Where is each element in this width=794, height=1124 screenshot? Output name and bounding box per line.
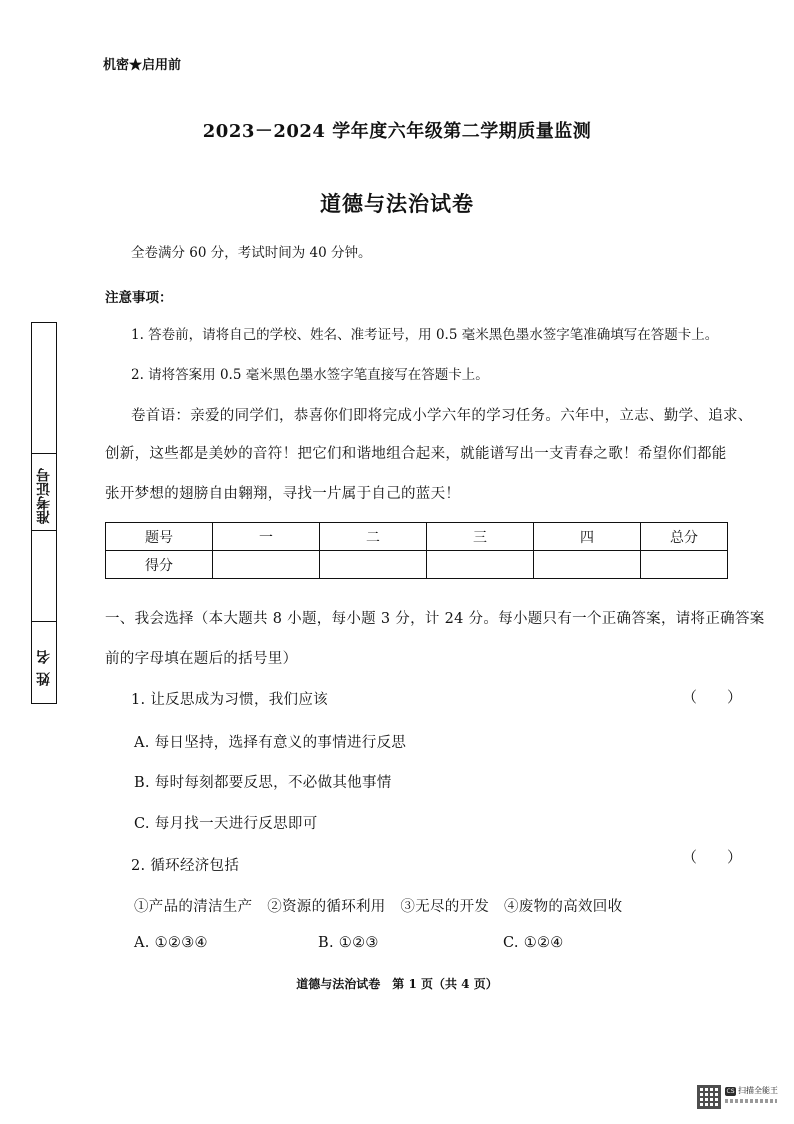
notice-heading: 注意事项： (105, 290, 173, 306)
sidebar-divider (31, 453, 57, 454)
question-2-stem: 2. 循环经济包括 (131, 858, 240, 874)
question-1-option-c: C. 每月找一天进行反思即可 (134, 816, 318, 832)
exam-title: 2023－2024 学年度六年级第二学期质量监测 (202, 121, 592, 142)
question-2-option-c: C. ①②④ (503, 935, 564, 951)
question-2-option-b: B. ①②③ (318, 935, 379, 951)
question-1-option-a: A. 每日坚持，选择有意义的事情进行反思 (134, 735, 407, 751)
notice-item-1: 1. 答卷前，请将自己的学校、姓名、准考证号，用 0.5 毫米黑色墨水签字笔准确填写在答题卡上。 (131, 327, 719, 343)
page-footer: 道德与法治试卷 第 1 页（共 4 页） (296, 977, 498, 991)
foreword-line-2: 创新，这些都是美妙的音符！把它们和谐地组合起来，就能谱写出一支青春之歌！希望你们都能 (105, 446, 727, 462)
table-row (106, 551, 728, 579)
score-row-label: 得分 (106, 551, 213, 579)
score-cell (427, 551, 534, 579)
watermark-subtext (725, 1099, 777, 1103)
notice-item-2: 2. 请将答案用 0.5 毫米黑色墨水签字笔直接写在答题卡上。 (131, 367, 489, 383)
section-1-heading: 一、我会选择（本大题共 8 小题，每小题 3 分，计 24 分。每小题只有一个正确答案，请将正确答案 (105, 611, 765, 627)
question-2-option-a: A. ①②③④ (134, 935, 208, 951)
score-cell (534, 551, 641, 579)
score-table (105, 522, 728, 579)
question-2-items: ①产品的清洁生产 ②资源的循环利用 ③无尽的开发 ④废物的高效回收 (134, 899, 623, 915)
table-header-cell: 四 (534, 523, 641, 551)
table-header-cell: 一 (213, 523, 320, 551)
question-1-option-b: B. 每时每刻都要反思，不必做其他事情 (134, 775, 392, 791)
exam-id-label: 准考证号 (36, 468, 52, 524)
sidebar-divider (31, 530, 57, 531)
camscanner-name: 扫描全能王 (738, 1086, 778, 1095)
scanner-watermark (697, 1085, 779, 1111)
confidential-label: 机密★启用前 (103, 58, 182, 73)
section-1-heading-cont: 前的字母填在题后的括号里） (105, 651, 298, 667)
answer-bracket: （ ） (682, 848, 743, 866)
table-header-cell: 二 (320, 523, 427, 551)
foreword-line-1: 卷首语：亲爱的同学们，恭喜你们即将完成小学六年的学习任务。六年中，立志、勤学、追求、 (131, 408, 753, 424)
table-header-cell: 总分 (641, 523, 728, 551)
qr-code-icon (697, 1085, 721, 1109)
name-label: 姓名 (36, 642, 52, 686)
full-score-note: 全卷满分 60 分，考试时间为 40 分钟。 (131, 245, 372, 261)
answer-bracket: （ ） (682, 688, 743, 706)
table-header-cell: 题号 (106, 523, 213, 551)
score-cell (213, 551, 320, 579)
subject-title: 道德与法治试卷 (320, 191, 474, 216)
foreword-line-3: 张开梦想的翅膀自由翱翔，寻找一片属于自己的蓝天！ (105, 486, 461, 502)
table-row (106, 523, 728, 551)
score-cell (641, 551, 728, 579)
camscanner-logo-icon: CS (726, 1088, 735, 1095)
table-header-cell: 三 (427, 523, 534, 551)
score-cell (320, 551, 427, 579)
question-1-stem: 1. 让反思成为习惯，我们应该 (131, 692, 328, 708)
sidebar-divider (31, 621, 57, 622)
